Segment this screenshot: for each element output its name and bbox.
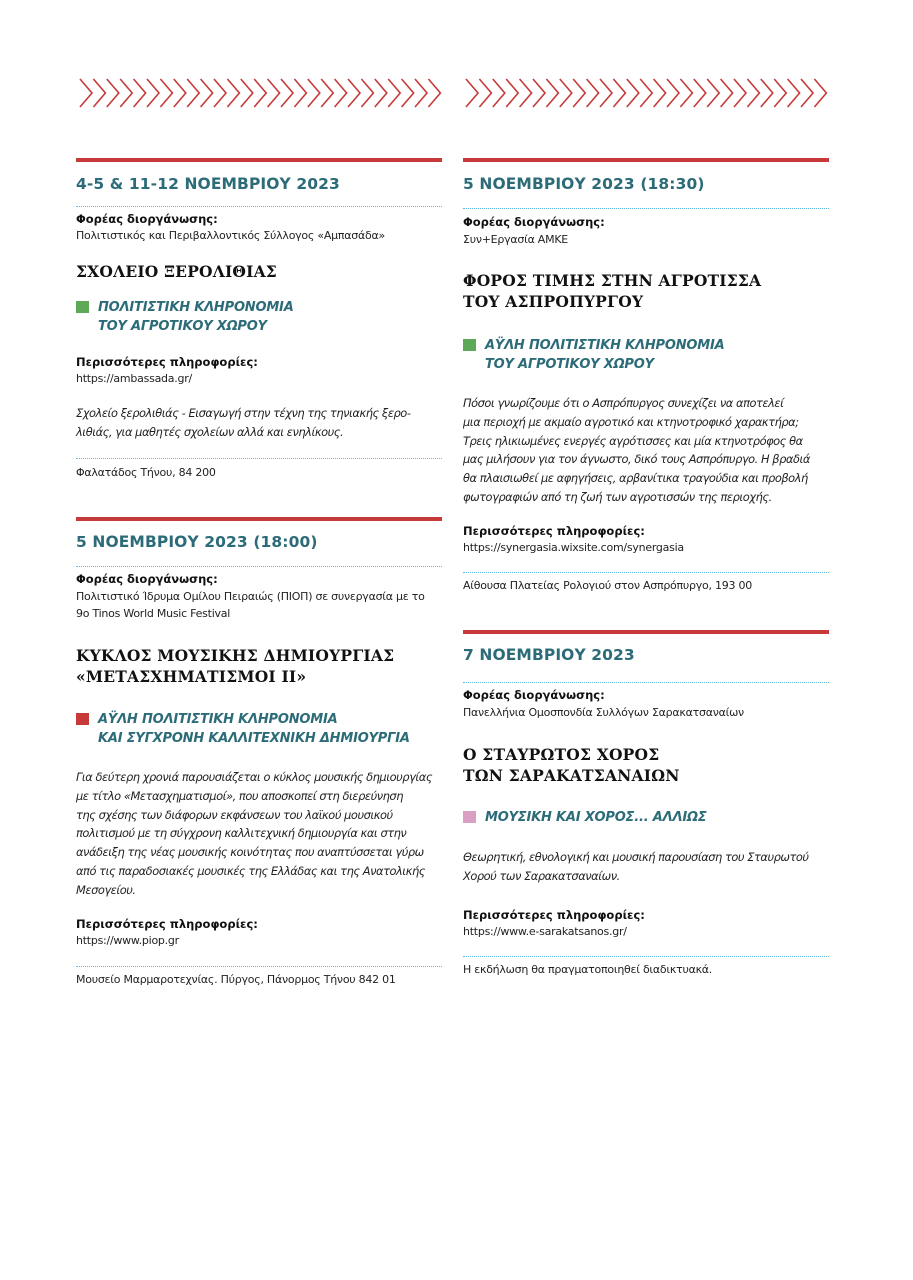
description-line: Τρεις ηλικιωμένες ενεργές αγρότισσες και μία κτηνοτρόφος θα (463, 433, 803, 448)
chevron-icon (348, 79, 360, 107)
chevron-icon (654, 79, 666, 107)
description-line: Χορού των Σαρακατσαναίων. (463, 868, 620, 883)
chevron-icon (560, 79, 572, 107)
chevron-icon (667, 79, 679, 107)
chevron-icon (506, 79, 518, 107)
event-location: Φαλατάδος Τήνου, 84 200 (76, 466, 216, 479)
event-category (463, 808, 851, 827)
dotted-divider (463, 956, 829, 957)
description-line: Πόσοι γνωρίζουμε ότι ο Ασπρόπυργος συνεχίζει να αποτελεί (463, 396, 784, 410)
description-line: Μεσογείου. (76, 882, 136, 897)
event-location: Αίθουσα Πλατείας Ρολογιού στον Ασπρόπυργο, 193 00 (463, 579, 752, 592)
chevron-icon (187, 79, 199, 107)
chevron-icon (428, 79, 440, 107)
dotted-divider (463, 208, 829, 209)
description-line: Για δεύτερη χρονιά παρουσιάζεται ο κύκλος μουσικής δημιουργίας (76, 770, 433, 784)
event-date: 5 ΝΟΕΜΒΡΙΟΥ 2023 (18:30) (463, 175, 705, 193)
category-line: ΑΫΛΗ ΠΟΛΙΤΙΣΤΙΚΗ ΚΛΗΡΟΝΟΜΙΑ (485, 338, 725, 353)
chevron-band-right-icon (464, 78, 830, 108)
chevron-icon (120, 79, 132, 107)
chevron-icon (147, 79, 159, 107)
category-line: ΤΟΥ ΑΓΡΟΤΙΚΟΥ ΧΩΡΟΥ (485, 357, 654, 372)
organizer-line: 9ο Tinos World Music Festival (76, 607, 231, 620)
event-title-line: ΤΩΝ ΣΑΡΑΚΑΤΣΑΝΑΙΩΝ (463, 766, 680, 785)
chevron-icon (388, 79, 400, 107)
chevron-icon (479, 79, 491, 107)
chevron-icon (107, 79, 119, 107)
chevron-icon (241, 79, 253, 107)
category-square-icon (76, 713, 89, 725)
organizer-value: Συν+Εργασία ΑΜΚΕ (463, 233, 568, 246)
event-title-line: ΤΟΥ ΑΣΠΡΟΠΥΡΓΟΥ (463, 292, 644, 311)
chevron-icon (546, 79, 558, 107)
event-description (76, 768, 442, 900)
description-line: φωτογραφιών από τη ζωή των αγροτισσών της περιοχής. (463, 489, 772, 504)
organizer-label: Φορέας διοργάνωσης: (76, 572, 218, 586)
event-category (76, 298, 464, 336)
event-date: 4-5 & 11-12 ΝΟΕΜΒΡΙΟΥ 2023 (76, 175, 340, 193)
description-line: Σχολείο ξερολιθιάς - Εισαγωγή στην τέχνη της τηνιακής ξερο- (76, 406, 411, 420)
description-line: πολιτισμού με τη σύγχρονη καλλιτεχνική δημιουργία και στην (76, 826, 407, 841)
chevron-icon (694, 79, 706, 107)
description-line: μια περιοχή με ακμαίο αγροτικό και κτηνοτροφικό χαρακτήρα; (463, 414, 799, 429)
chevron-icon (707, 79, 719, 107)
category-line: ΑΫΛΗ ΠΟΛΙΤΙΣΤΙΚΗ ΚΛΗΡΟΝΟΜΙΑ (98, 712, 338, 727)
event-location: Μουσείο Μαρμαροτεχνίας. Πύργος, Πάνορμος Τήνου 842 01 (76, 973, 396, 986)
chevron-icon (493, 79, 505, 107)
chevron-icon (788, 79, 800, 107)
event-title-line: ΚΥΚΛΟΣ ΜΟΥΣΙΚΗΣ ΔΗΜΙΟΥΡΓΙΑΣ (76, 646, 395, 665)
event-date: 7 ΝΟΕΜΒΡΙΟΥ 2023 (463, 646, 635, 664)
chevron-icon (573, 79, 585, 107)
chevron-icon (466, 79, 478, 107)
more-info-label: Περισσότερες πληροφορίες: (76, 917, 258, 931)
dotted-divider (463, 572, 829, 573)
chevron-icon (680, 79, 692, 107)
chevron-icon (801, 79, 813, 107)
category-line: ΤΟΥ ΑΓΡΟΤΙΚΟΥ ΧΩΡΟΥ (98, 319, 267, 334)
dotted-divider (76, 206, 442, 207)
chevron-icon (201, 79, 213, 107)
event-description (76, 404, 442, 442)
chevron-icon (308, 79, 320, 107)
description-line: από τις παραδοσιακές μουσικές της Ελλάδας και της Ανατολικής (76, 863, 425, 878)
event-title-line: «ΜΕΤΑΣΧΗΜΑΤΙΣΜΟΙ ΙΙ» (76, 667, 307, 686)
chevron-icon (227, 79, 239, 107)
chevron-icon (281, 79, 293, 107)
more-info-label: Περισσότερες πληροφορίες: (76, 355, 258, 369)
chevron-icon (761, 79, 773, 107)
organizer-label: Φορέας διοργάνωσης: (463, 688, 605, 702)
event-location: Η εκδήλωση θα πραγματοποιηθεί διαδικτυακά. (463, 963, 713, 976)
more-info-label: Περισσότερες πληροφορίες: (463, 908, 645, 922)
organizer-value (76, 588, 442, 622)
dotted-divider (76, 966, 442, 967)
chevron-icon (335, 79, 347, 107)
organizer-value: Πολιτιστικός και Περιβαλλοντικός Σύλλογος «Αμπασάδα» (76, 229, 385, 242)
description-line: με τίτλο «Μετασχηματισμοί», που αποσκοπεί στη διερεύνηση (76, 788, 403, 803)
chevron-icon (268, 79, 280, 107)
event-date: 5 ΝΟΕΜΒΡΙΟΥ 2023 (18:00) (76, 533, 318, 551)
chevron-icon (415, 79, 427, 107)
chevron-icon (747, 79, 759, 107)
category-square-icon (463, 339, 476, 351)
description-line: Θεωρητική, εθνολογική και μουσική παρουσίαση του Σταυρωτού (463, 850, 809, 864)
chevron-icon (814, 79, 826, 107)
chevron-icon (93, 79, 105, 107)
chevron-icon (375, 79, 387, 107)
more-info-url[interactable]: https://www.e-sarakatsanos.gr/ (463, 925, 627, 938)
chevron-icon (254, 79, 266, 107)
organizer-line: Πολιτιστικό Ίδρυμα Ομίλου Πειραιώς (ΠΙΟΠ) σε συνεργασία με το (76, 590, 425, 603)
more-info-url[interactable]: https://www.piop.gr (76, 934, 179, 947)
dotted-divider (76, 458, 442, 459)
description-line: θα πλαισιωθεί με αφηγήσεις, αρβανίτικα τραγούδια και προβολή (463, 471, 808, 486)
chevron-icon (640, 79, 652, 107)
chevron-icon (321, 79, 333, 107)
description-line: λιθιάς, για μαθητές σχολείων αλλά και ενηλίκους. (76, 424, 344, 439)
chevron-icon (600, 79, 612, 107)
event-title (463, 270, 829, 312)
chevron-icon (294, 79, 306, 107)
chevron-icon (587, 79, 599, 107)
chevron-icon (721, 79, 733, 107)
category-square-icon (463, 811, 476, 823)
event-title (463, 744, 829, 786)
organizer-value: Πανελλήνια Ομοσπονδία Συλλόγων Σαρακατσαναίων (463, 706, 744, 719)
more-info-url[interactable]: https://synergasia.wixsite.com/synergasia (463, 541, 684, 554)
chevron-icon (627, 79, 639, 107)
chevron-icon (174, 79, 186, 107)
chevron-icon (160, 79, 172, 107)
event-description (463, 394, 829, 507)
chevron-band-left-icon (78, 78, 444, 108)
event-title-line: Ο ΣΤΑΥΡΩΤΟΣ ΧΟΡΟΣ (463, 745, 660, 764)
chevron-icon (533, 79, 545, 107)
chevron-icon (613, 79, 625, 107)
event-category (463, 336, 851, 374)
chevron-icon (80, 79, 92, 107)
more-info-label: Περισσότερες πληροφορίες: (463, 524, 645, 538)
event-title-line: ΣΧΟΛΕΙΟ ΞΕΡΟΛΙΘΙΑΣ (76, 262, 277, 281)
description-line: ανάδειξη της νέας μουσικής κοινότητας που αναπτύσσεται γύρω (76, 845, 424, 860)
category-line: ΚΑΙ ΣΥΓΧΡΟΝΗ ΚΑΛΛΙΤΕΧΝΙΚΗ ΔΗΜΙΟΥΡΓΙΑ (98, 731, 410, 746)
event-category (76, 710, 464, 748)
event-description (463, 848, 829, 886)
category-line: ΠΟΛΙΤΙΣΤΙΚΗ ΚΛΗΡΟΝΟΜΙΑ (98, 300, 294, 315)
chevron-icon (134, 79, 146, 107)
category-line: ΜΟΥΣΙΚΗ ΚΑΙ ΧΟΡΟΣ... ΑΛΛΙΩΣ (485, 810, 707, 825)
chevron-icon (734, 79, 746, 107)
event-title (76, 261, 442, 282)
dotted-divider (463, 682, 829, 683)
chevron-icon (214, 79, 226, 107)
chevron-icon (361, 79, 373, 107)
description-line: της σχέσης των διάφορων εκφάνσεων του λαϊκού μουσικού (76, 807, 393, 822)
chevron-icon (402, 79, 414, 107)
chevron-icon (774, 79, 786, 107)
dotted-divider (76, 566, 442, 567)
chevron-icon (520, 79, 532, 107)
event-title (76, 645, 442, 687)
category-square-icon (76, 301, 89, 313)
description-line: μας μιλήσουν για τον άγνωστο, δικό τους Ασπρόπυργο. Η βραδιά (463, 452, 810, 467)
event-title-line: ΦΟΡΟΣ ΤΙΜΗΣ ΣΤΗΝ ΑΓΡΟΤΙΣΣΑ (463, 271, 762, 290)
more-info-url[interactable]: https://ambassada.gr/ (76, 372, 192, 385)
organizer-label: Φορέας διοργάνωσης: (463, 215, 605, 229)
organizer-label: Φορέας διοργάνωσης: (76, 212, 218, 226)
